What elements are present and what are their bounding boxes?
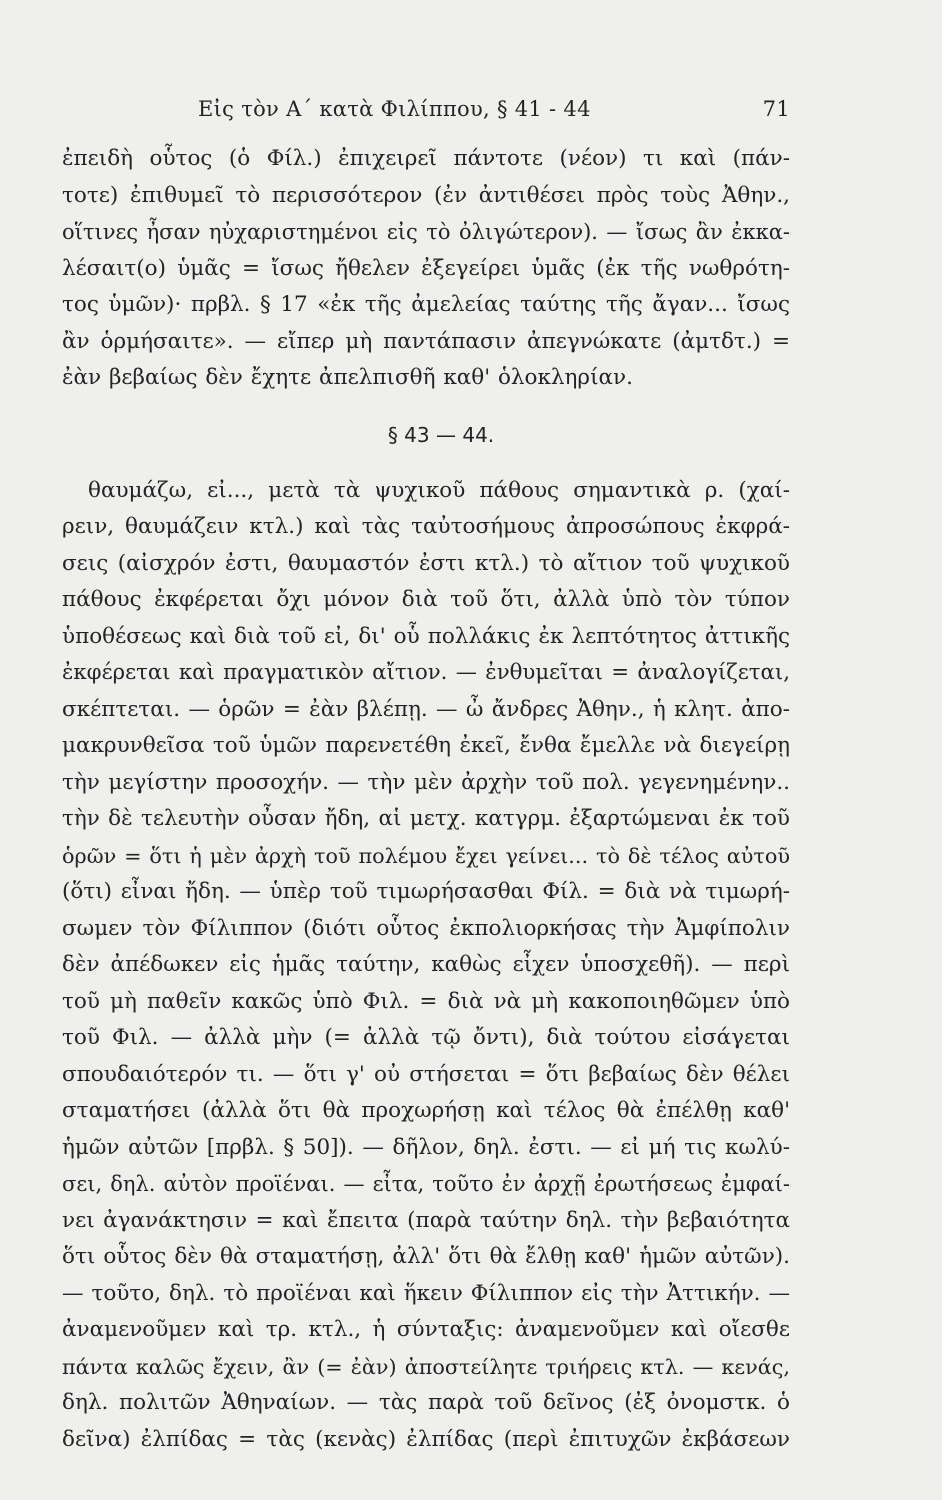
text-line: ὁρῶν = ὅτι ἡ μὲν ἀρχὴ τοῦ πολέμου ἔχει γείνει... τὸ δὲ τέλος αὐτοῦ [62, 843, 790, 868]
page-number: 71 [762, 97, 790, 121]
text-line: (ὅτι) εἶναι ἤδη. — ὑπὲρ τοῦ τιμωρήσασθαι Φίλ. = διὰ νὰ τιμωρή- [62, 879, 790, 904]
text-line: ἡμῶν αὐτῶν [πρβλ. § 50]). — δῆλον, δηλ. ἐστι. — εἰ μή τις κωλύ- [62, 1134, 790, 1160]
text-line: ἐκφέρεται καὶ πραγματικὸν αἴτιον. — ἐνθυμεῖται = ἀναλογίζεται, [62, 660, 790, 685]
text-line: ὑποθέσεως καὶ διὰ τοῦ εἰ, δι' οὗ πολλάκις ἐκ λεπτότητος ἀττικῆς [62, 623, 790, 649]
text-line: σωμεν τὸν Φίλιππον (διότι οὗτος ἐκπολιορκήσας τὴν Ἀμφίπολιν [62, 915, 790, 941]
text-line: πάντα καλῶς ἔχειν, ἂν (= ἐὰν) ἀποστείλητε τριήρεις κτλ. — κενάς, [62, 1354, 790, 1379]
text-line: σκέπτεται. — ὁρῶν = ἐὰν βλέπῃ. — ὦ ἄνδρες Ἀθην., ἡ κλητ. ἀπο- [62, 696, 790, 722]
text-line: δηλ. πολιτῶν Ἀθηναίων. — τὰς παρὰ τοῦ δεῖνος (ἐξ ὀνομστκ. ὁ [62, 1390, 790, 1415]
text-line: ἀναμενοῦμεν καὶ τρ. κτλ., ἡ σύνταξις: ἀναμενοῦμεν καὶ οἴεσθε [62, 1317, 790, 1342]
text-line: τος ὑμῶν)· πρβλ. § 17 «ἐκ τῆς ἀμελείας ταύτης τῆς ἄγαν... ἴσως [62, 292, 790, 317]
text-line: τοῦ Φιλ. — ἀλλὰ μὴν (= ἀλλὰ τῷ ὄντι), διὰ τούτου εἰσάγεται [62, 1025, 790, 1050]
paragraph-commentary-43-44 [62, 473, 790, 1459]
text-line: — τοῦτο, δηλ. τὸ προϊέναι καὶ ἥκειν Φίλιππον εἰς τὴν Ἀττικήν. — [62, 1280, 790, 1306]
paragraph-commentary-41-42 [62, 141, 790, 397]
text-line: ἐπειδὴ οὗτος (ὁ Φίλ.) ἐπιχειρεῖ πάντοτε (νέον) τι καὶ (πάν- [62, 146, 790, 171]
text-line: δεῖνα) ἐλπίδας = τὰς (κενὰς) ἐλπίδας (περὶ ἐπιτυχῶν ἐκβάσεων [62, 1426, 790, 1452]
text-line: τὴν μεγίστην προσοχήν. — τὴν μὲν ἀρχὴν τοῦ πολ. γεγενημένην.. [62, 769, 790, 795]
text-line: τοῦ μὴ παθεῖν κακῶς ὑπὸ Φιλ. = διὰ νὰ μὴ κακοποιηθῶμεν ὑπὸ [62, 988, 790, 1014]
text-line: σταματήσει (ἀλλὰ ὅτι θὰ προχωρήσῃ καὶ τέλος θὰ ἐπέλθῃ καθ' [62, 1098, 790, 1123]
text-line: μακρυνθεῖσα τοῦ ὑμῶν παρενετέθη ἐκεῖ, ἔνθα ἔμελλε νὰ διεγείρῃ [62, 733, 790, 758]
running-title: Εἰς τὸν Α΄ κατὰ Φιλίππου, § 41 - 44 [198, 97, 591, 121]
text-line: σπουδαιότερόν τι. — ὅτι γ' οὐ στήσεται = ὅτι βεβαίως δὲν θέλει [62, 1061, 790, 1087]
text-line: οἵτινες ἦσαν ηὐχαριστημένοι εἰς τὸ ὀλιγώτερον). — ἴσως ἂν ἐκκα- [62, 220, 790, 244]
body-text [62, 141, 790, 1458]
text-line: τὴν δὲ τελευτὴν οὖσαν ἤδη, αἱ μετχ. κατγρμ. ἐξαρτώμεναι ἐκ τοῦ [62, 806, 790, 831]
text-line: τοτε) ἐπιθυμεῖ τὸ περισσότερον (ἐν ἀντιθέσει πρὸς τοὺς Ἀθην., [62, 182, 790, 208]
text-line: πάθους ἐκφέρεται ὄχι μόνον διὰ τοῦ ὅτι, ἀλλὰ ὑπὸ τὸν τύπον [62, 587, 790, 612]
text-line: ὅτι οὗτος δὲν θὰ σταματήσῃ, ἀλλ' ὅτι θὰ ἔλθῃ καθ' ἡμῶν αὐτῶν). [62, 1244, 790, 1269]
section-heading: § 43 — 44. [387, 422, 495, 447]
text-line: δὲν ἀπέδωκεν εἰς ἡμᾶς ταύτην, καθὼς εἶχεν ὑποσχεθῆ). — περὶ [62, 952, 790, 977]
text-line: ἂν ὁρμήσαιτε». — εἴπερ μὴ παντάπασιν ἀπεγνώκατε (ἀμτδτ.) = [62, 328, 790, 354]
text-line: ἐὰν βεβαίως δὲν ἔχητε ἀπελπισθῆ καθ' ὁλοκληρίαν. [62, 365, 633, 390]
text-line: ρειν, θαυμάζειν κτλ.) καὶ τὰς ταὐτοσήμους ἀπροσώπους ἐκφρά- [62, 514, 790, 539]
text-line: λέσαιτ(ο) ὑμᾶς = ἴσως ἤθελεν ἐξεγείρει ὑμᾶς (ἐκ τῆς νωθρότη- [62, 255, 790, 281]
text-line: νει ἀγανάκτησιν = καὶ ἔπειτα (παρὰ ταύτην δηλ. τὴν βεβαιότητα [62, 1207, 790, 1233]
text-line: θαυμάζω, εἰ..., μετὰ τὰ ψυχικοῦ πάθους σημαντικὰ ρ. (χαί- [88, 477, 790, 503]
text-line: σεις (αἰσχρόν ἐστι, θαυμαστόν ἐστι κτλ.) τὸ αἴτιον τοῦ ψυχικοῦ [62, 550, 790, 576]
text-line: σει, δηλ. αὐτὸν προϊέναι. — εἶτα, τοῦτο ἐν ἀρχῇ ἐρωτήσεως ἐμφαί- [62, 1172, 790, 1196]
running-head [60, 97, 790, 131]
